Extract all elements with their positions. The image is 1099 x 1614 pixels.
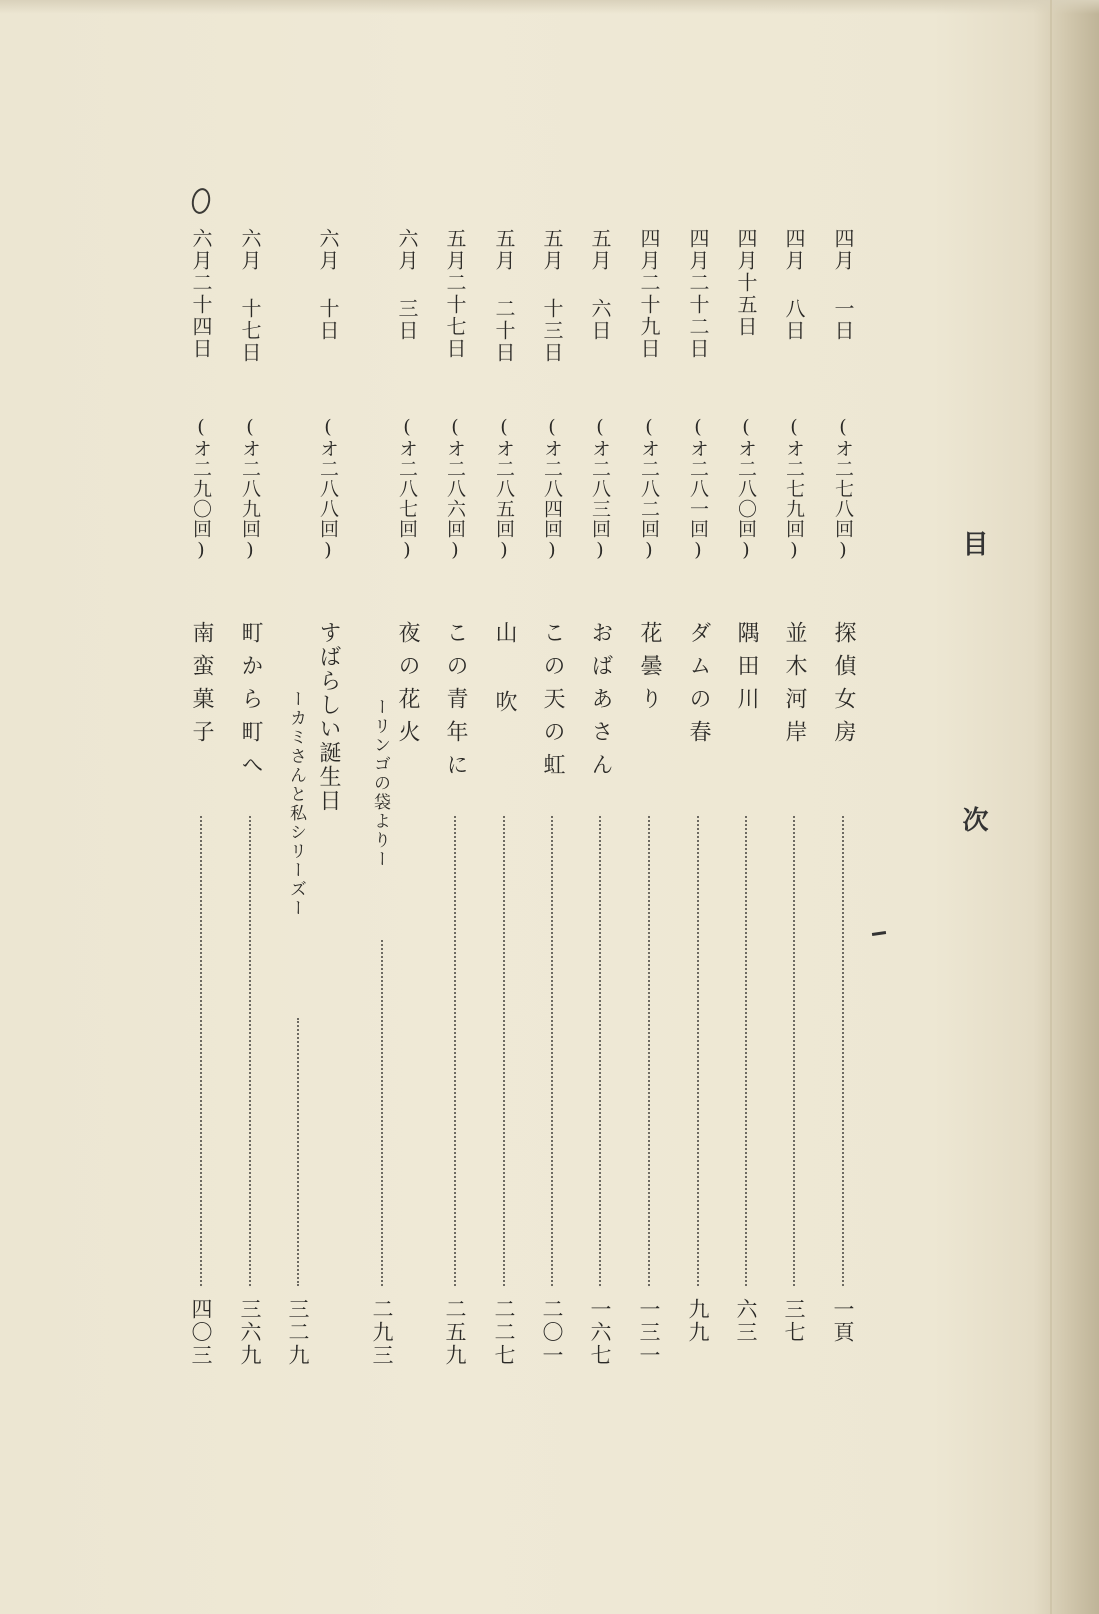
toc-entry (537, 228, 567, 1378)
leader-dots (200, 816, 202, 1286)
toc-entry (585, 228, 615, 1378)
toc-entry (186, 228, 216, 1378)
entry-date: 五月 六日 (588, 228, 612, 342)
toc-entry (440, 228, 470, 1378)
entry-title: 花曇り (637, 621, 662, 720)
entry-date: 六月 十七日 (238, 228, 262, 364)
leader-dots (503, 816, 505, 1286)
entry-date: 四月 八日 (782, 228, 806, 342)
entry-episode: (オ二八五回) (493, 416, 515, 562)
entry-date: 六月二十四日 (189, 228, 213, 360)
toc-entry (779, 228, 809, 1378)
leader-dots (793, 816, 795, 1286)
page-top-shadow (0, 0, 1099, 14)
entry-title: 南蛮菓子 (189, 621, 214, 753)
entry-episode: (オ二九〇回) (190, 416, 212, 562)
entry-title: 探偵女房 (831, 621, 856, 753)
entry-episode: (オ二八〇回) (735, 416, 757, 562)
pencil-circle-mark-icon (189, 186, 212, 215)
entry-page: 二九三 (370, 1298, 394, 1367)
entry-title: この天の虹 (540, 621, 565, 786)
toc-entry (313, 228, 343, 1378)
entry-date: 五月 十三日 (540, 228, 564, 364)
entry-title: この青年に (443, 621, 468, 786)
entry-date: 五月 二十日 (492, 228, 516, 364)
toc-entry (489, 228, 519, 1378)
entry-page: 二二七 (492, 1298, 516, 1367)
entry-subtitle: ーカミさんと私シリーズー (286, 690, 306, 918)
entry-title: 町から町へ (238, 621, 263, 786)
entry-page: 三二九 (286, 1298, 310, 1367)
entry-page: 三六九 (238, 1298, 262, 1367)
leader-dots (842, 816, 844, 1286)
toc-entry (634, 228, 664, 1378)
leader-dots (697, 816, 699, 1286)
page-edge-line (1050, 0, 1052, 1614)
entry-title: 山 吹 (492, 621, 517, 723)
entry-page: 九九 (686, 1298, 710, 1344)
entry-episode: (オ二八七回) (396, 416, 418, 562)
entry-episode: (オ二八一回) (687, 416, 709, 562)
pen-tick-mark-icon (872, 931, 886, 936)
entry-title: 夜の花火 (395, 621, 420, 753)
toc-entry-subtitle-column (367, 228, 397, 1378)
toc-entry-subtitle-column (283, 228, 313, 1378)
entry-title: ダムの春 (686, 621, 711, 753)
entry-date: 六月 十日 (316, 228, 340, 342)
entry-date: 五月二十七日 (443, 228, 467, 360)
entry-episode: (オ二八三回) (589, 416, 611, 562)
entry-page: 一六七 (588, 1298, 612, 1367)
entry-date: 四月二十二日 (686, 228, 710, 360)
entry-page: 二五九 (443, 1298, 467, 1367)
entry-page: 一三一 (637, 1298, 661, 1367)
entry-date: 四月十五日 (734, 228, 758, 338)
leader-dots (551, 816, 553, 1286)
leader-dots (381, 940, 383, 1286)
entry-subtitle: ーリンゴの袋よりー (370, 698, 390, 869)
toc-entry (235, 228, 265, 1378)
entry-page: 三七 (782, 1298, 806, 1344)
entry-page: 二〇一 (540, 1298, 564, 1367)
entry-date: 四月 一日 (831, 228, 855, 342)
entry-episode: (オ二八九回) (239, 416, 261, 562)
leader-dots (648, 816, 650, 1286)
entry-episode: (オ二八四回) (541, 416, 563, 562)
leader-dots (454, 816, 456, 1286)
entry-title: おばあさん (588, 621, 613, 786)
leader-dots (599, 816, 601, 1286)
entry-episode: (オ二七八回) (832, 416, 854, 562)
entry-date: 六月 三日 (395, 228, 419, 342)
entry-episode: (オ二八八回) (317, 416, 339, 562)
entry-episode: (オ二八二回) (638, 416, 660, 562)
leader-dots (297, 1018, 299, 1286)
entry-episode: (オ二八六回) (444, 416, 466, 562)
entry-title: 並木河岸 (782, 621, 807, 753)
entry-date: 四月二十九日 (637, 228, 661, 360)
toc-entry (683, 228, 713, 1378)
entry-episode: (オ二七九回) (783, 416, 805, 562)
entry-page: 四〇三 (189, 1298, 213, 1367)
leader-dots (249, 816, 251, 1286)
leader-dots (745, 816, 747, 1286)
entry-title: すばらしい誕生日 (316, 621, 341, 813)
entry-page: 一頁 (831, 1298, 855, 1344)
toc-heading: 目 次 (958, 530, 988, 942)
toc-entry (828, 228, 858, 1378)
toc-entry (731, 228, 761, 1378)
entry-page: 六三 (734, 1298, 758, 1344)
entry-title: 隅田川 (734, 621, 759, 720)
